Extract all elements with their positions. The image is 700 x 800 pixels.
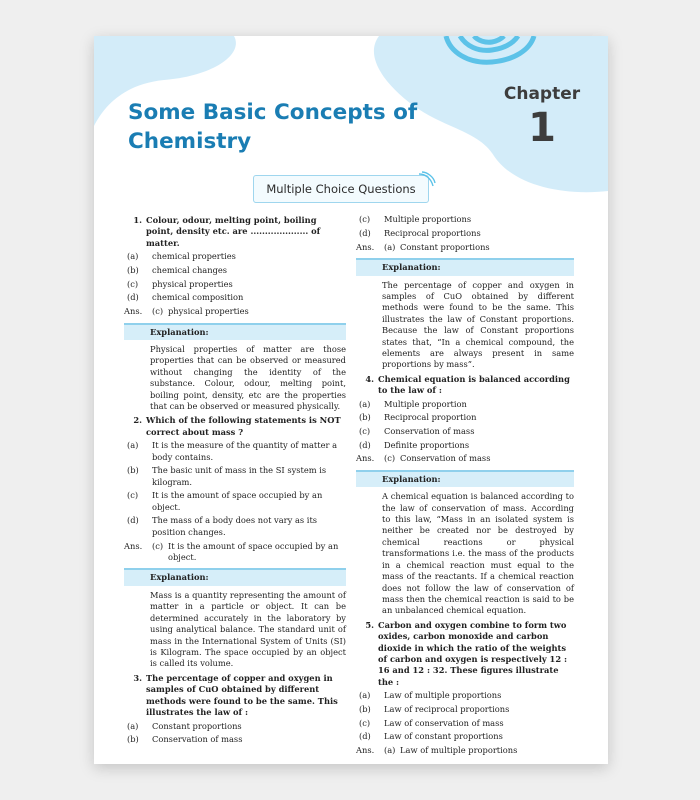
explanation-text: Physical properties of matter are those properties that can be observed or measured without changing the identity of the substance. Colour, odour, melting point, boiling point, density, etc are the properties that can be observed or measured physically. [150,343,346,411]
answer-option: (c) [152,540,164,551]
option-text: Law of reciprocal proportions [384,703,510,714]
option-text: physical properties [152,278,233,289]
answer-option: (c) [152,306,164,317]
option-label: (c) [127,490,139,501]
option [356,440,574,451]
option-text: chemical composition [152,292,244,303]
option [124,515,346,538]
option-text: chemical changes [152,265,228,275]
option-label: (b) [127,734,139,745]
question-3 [124,673,346,719]
explanation-text: Mass is a quantity representing the amount of matter in a particle or object. It can be determined accurately in the laboratory by using analytical balance. The standard unit of mass in the International System of Units (SI) is Kilogram. The space occupied by an object is called its volume. [150,589,346,669]
option-label: (b) [127,465,139,476]
option-text: Constant proportions [152,720,242,731]
chapter-title-line1: Some Basic Concepts of [128,100,418,125]
question-number: 1. [133,215,142,225]
option-label: (a) [127,440,139,451]
option [124,279,346,290]
option-label: (b) [359,703,371,714]
explanation-text: The percentage of copper and oxygen in samples of CuO obtained by different methods were found to be the same. This illustrates the law of Constant proportions. Because the law of Constant proportions states that, “In a chemical compound, the elements are always present in same proportions by mass”. [382,279,574,370]
answer-text: Conservation of mass [400,453,491,464]
answer-text: Constant proportions [400,241,490,252]
option-label: (a) [127,720,139,731]
option [356,718,574,729]
option-label: (a) [359,690,371,701]
option-text: The basic unit of mass in the SI system is kilogram. [152,465,327,487]
option-label: (d) [127,515,139,526]
option-label: (d) [359,227,371,238]
question-1 [124,215,346,249]
answer [356,242,574,253]
option-label: (d) [359,439,371,450]
option-label: (a) [127,251,139,262]
explanation-heading: Explanation: [356,470,574,487]
explanation-heading: Explanation: [124,568,346,585]
right-column [356,212,574,756]
option-label: (a) [359,398,371,409]
question-text: The percentage of copper and oxygen in samples of CuO obtained by different methods were found to be the same. This illustrates the law of : [146,672,338,717]
option [356,412,574,423]
option-text: Law of conservation of mass [384,717,504,728]
answer-label: Ans. [356,241,375,252]
option-text: Multiple proportion [384,398,467,409]
option-label: (b) [359,412,371,423]
answer [124,541,346,564]
explanation-heading: Explanation: [124,323,346,340]
option-text: Definite proportions [384,439,470,450]
option-text: Reciprocal proportions [384,227,481,238]
option [356,704,574,715]
answer-option: (a) [384,241,396,252]
option [356,214,574,225]
option [356,731,574,742]
option-label: (c) [127,278,139,289]
option-text: It is the amount of space occupied by an object. [152,490,323,512]
option-label: (c) [359,717,371,728]
option [356,228,574,239]
option-text: The mass of a body does not vary as its position changes. [152,515,318,537]
chapter-number: 1 [528,105,556,151]
book-page [94,36,608,764]
option [124,721,346,732]
chapter-title [128,98,428,156]
option-text: chemical properties [152,251,236,262]
answer-label: Ans. [356,745,375,756]
question-text: Colour, odour, melting point, boiling point, density etc. are .................... of matter. [146,215,321,248]
option [356,426,574,437]
option [124,734,346,745]
option-text: Conservation of mass [152,734,243,745]
swirl-icon [417,170,437,190]
option [124,292,346,303]
question-text: Which of the following statements is NOT correct about mass ? [146,415,341,437]
option-text: It is the measure of the quantity of matter a body contains. [152,440,338,462]
option-text: Reciprocal proportion [384,412,477,423]
option-label: (b) [127,265,139,275]
answer-label: Ans. [124,540,143,551]
answer [356,745,574,756]
answer-label: Ans. [124,306,143,317]
question-text: Chemical equation is balanced according to the law of : [378,373,570,396]
question-number: 3. [133,672,142,683]
answer-label: Ans. [356,453,375,464]
question-number: 2. [133,415,142,426]
chapter-title-line2: Chemistry [128,129,252,154]
option [124,490,346,513]
option [124,265,346,276]
option [356,399,574,410]
option-label: (d) [127,292,139,303]
question-number: 5. [365,619,374,630]
option-text: Law of multiple proportions [384,690,502,701]
option-text: Conservation of mass [384,425,475,436]
question-2 [124,415,346,438]
answer-option: (a) [384,745,396,756]
chapter-label: Chapter [503,84,581,104]
explanation-text: A chemical equation is balanced according to the law of conservation of mass. According to this law, “Mass in an isolated system is neither be created nor be destroyed by chemical reactions or physical transformations i.e. the mass of the products in a chemical reaction must equal to the mass of the reactants. If a chemical reaction does not follow the law of conservation of mass then the chemical reaction is said to be an unbalanced chemical equation. [382,491,574,616]
answer-text: It is the amount of space occupied by an object. [168,540,339,563]
option-label: (d) [359,731,371,742]
option-text: Multiple proportions [384,214,472,225]
question-text: Carbon and oxygen combine to form two oxides, carbon monoxide and carbon dioxide in which the ratio of the weights of carbon and oxygen is respectively 12 : 16 and 12 : 32. These figures illustrate the : [378,619,568,687]
answer-text: physical properties [168,306,249,317]
explanation-heading: Explanation: [356,258,574,275]
left-column [124,212,346,746]
answer [356,453,574,464]
option-label: (c) [359,214,371,225]
section-title: Multiple Choice Questions [253,175,429,203]
option [124,465,346,488]
answer [124,306,346,317]
answer-option: (c) [384,453,396,464]
question-number: 4. [365,373,374,384]
answer-text: Law of multiple proportions [400,745,518,756]
question-4 [356,374,574,397]
option-label: (c) [359,425,371,436]
option [124,440,346,463]
option [124,251,346,262]
option [356,690,574,701]
question-5 [356,620,574,688]
option-text: Law of constant proportions [384,731,503,742]
